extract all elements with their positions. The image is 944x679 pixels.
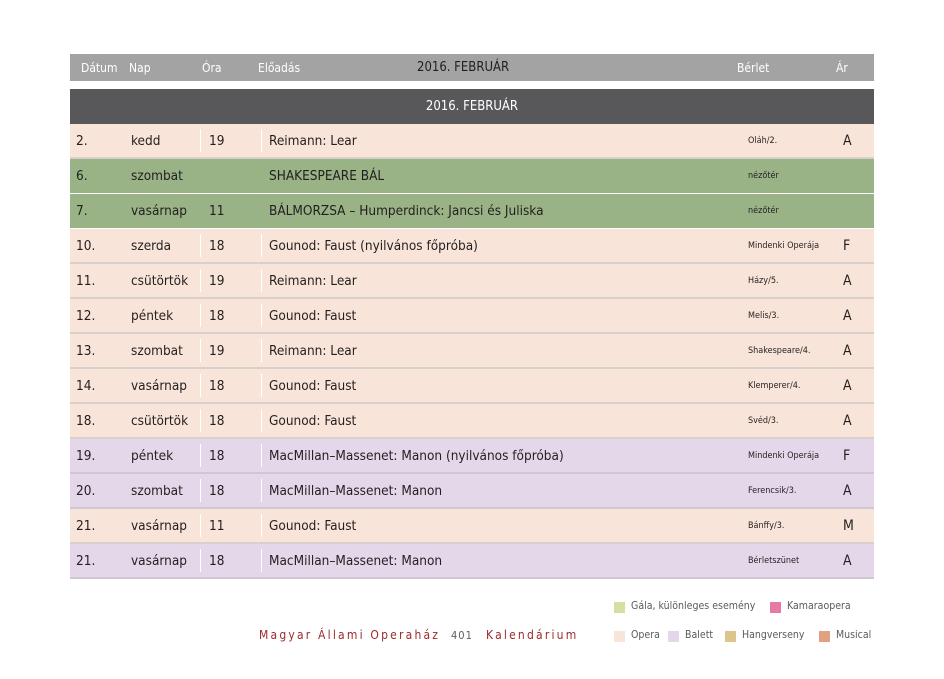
row-hour: 18: [209, 553, 225, 569]
header-month: 2016. FEBRUÁR: [417, 60, 510, 75]
column-header-date: Dátum: [81, 61, 118, 75]
legend-swatch-hangverseny: [725, 631, 736, 642]
legend-swatch-kamaraopera: [770, 602, 781, 613]
row-title: Gounod: Faust: [269, 308, 357, 324]
row-date: 14.: [76, 378, 96, 394]
table-row: [70, 299, 874, 334]
row-day: vasárnap: [131, 518, 188, 534]
table-row: [70, 509, 874, 544]
legend-label-musical: Musical: [836, 629, 872, 641]
row-season: Mindenki Operája: [748, 451, 820, 461]
column-divider: [200, 129, 201, 152]
row-title: Gounod: Faust (nyilvános főpróba): [269, 238, 478, 254]
row-title: SHAKESPEARE BÁL: [269, 168, 385, 184]
row-title: Reimann: Lear: [269, 273, 357, 289]
column-divider: [261, 549, 262, 572]
row-title: MacMillan–Massenet: Manon: [269, 483, 443, 499]
row-day: csütörtök: [131, 413, 189, 429]
legend-label-kamaraopera: Kamaraopera: [787, 600, 851, 612]
row-day: péntek: [131, 308, 174, 324]
row-season: Klemperer/4.: [748, 381, 801, 391]
row-price: F: [843, 238, 851, 254]
row-date: 20.: [76, 483, 96, 499]
row-price: A: [843, 483, 852, 499]
row-hour: 18: [209, 308, 225, 324]
row-hour: 18: [209, 238, 225, 254]
column-divider: [200, 269, 201, 292]
row-day: vasárnap: [131, 553, 188, 569]
row-season: Melis/3.: [748, 311, 780, 321]
legend-label-hangverseny: Hangverseny: [742, 629, 805, 641]
row-date: 2.: [76, 133, 88, 149]
row-title: MacMillan–Massenet: Manon: [269, 553, 443, 569]
table-row: [70, 439, 874, 474]
table-row: [70, 544, 874, 579]
legend-swatch-opera: [614, 631, 625, 642]
row-price: A: [843, 273, 852, 289]
row-hour: 18: [209, 448, 225, 464]
row-title: Gounod: Faust: [269, 378, 357, 394]
row-date: 10.: [76, 238, 96, 254]
footer-section: Kalendárium: [486, 628, 579, 642]
row-date: 13.: [76, 343, 96, 359]
column-divider: [200, 374, 201, 397]
row-season: Svéd/3.: [748, 416, 779, 426]
row-date: 7.: [76, 203, 88, 219]
footer-page-number: 401: [451, 629, 473, 642]
row-price: A: [843, 413, 852, 429]
legend-label-balett: Balett: [685, 629, 714, 641]
row-hour: 11: [209, 203, 225, 219]
column-divider: [261, 129, 262, 152]
table-row: [70, 474, 874, 509]
legend-swatch-musical: [819, 631, 830, 642]
row-hour: 19: [209, 273, 225, 289]
row-date: 18.: [76, 413, 96, 429]
row-price: A: [843, 308, 852, 324]
row-title: Reimann: Lear: [269, 343, 357, 359]
column-divider: [200, 514, 201, 537]
column-divider: [261, 304, 262, 327]
schedule-table: [70, 124, 874, 579]
column-divider: [261, 234, 262, 257]
column-header-price: Ár: [836, 61, 848, 75]
legend-label-gala: Gála, különleges esemény: [631, 600, 756, 612]
row-price: A: [843, 343, 852, 359]
row-title: MacMillan–Massenet: Manon (nyilvános főpróba): [269, 448, 564, 464]
table-row: [70, 334, 874, 369]
row-season: Shakespeare/4.: [748, 346, 811, 356]
column-divider: [200, 409, 201, 432]
row-date: 19.: [76, 448, 96, 464]
row-hour: 18: [209, 483, 225, 499]
column-divider: [261, 514, 262, 537]
row-day: szerda: [131, 238, 172, 254]
column-header-season: Bérlet: [737, 61, 770, 75]
row-day: péntek: [131, 448, 174, 464]
column-divider: [261, 269, 262, 292]
row-season: Ferencsik/3.: [748, 486, 797, 496]
row-season: Oláh/2.: [748, 136, 778, 146]
row-date: 21.: [76, 518, 96, 534]
row-hour: 19: [209, 133, 225, 149]
row-season: Bérletszünet: [748, 556, 800, 566]
table-row: [70, 264, 874, 299]
legend-swatch-gala: [614, 602, 625, 613]
row-season: nézőtér: [748, 171, 779, 181]
row-price: A: [843, 378, 852, 394]
row-hour: 11: [209, 518, 225, 534]
column-divider: [261, 479, 262, 502]
table-row: [70, 194, 874, 229]
row-hour: 18: [209, 413, 225, 429]
column-header-day: Nap: [129, 61, 151, 75]
month-bar: 2016. FEBRUÁR: [70, 89, 874, 124]
row-season: nézőtér: [748, 206, 779, 216]
table-row: [70, 124, 874, 159]
column-divider: [200, 304, 201, 327]
row-title: Gounod: Faust: [269, 518, 357, 534]
legend-swatch-balett: [668, 631, 679, 642]
row-day: vasárnap: [131, 378, 188, 394]
row-day: csütörtök: [131, 273, 189, 289]
column-divider: [200, 234, 201, 257]
column-header-hour: Óra: [202, 61, 222, 75]
row-day: szombat: [131, 168, 183, 184]
row-title: Reimann: Lear: [269, 133, 357, 149]
row-title: Gounod: Faust: [269, 413, 357, 429]
row-day: szombat: [131, 343, 183, 359]
row-price: A: [843, 133, 852, 149]
column-divider: [200, 339, 201, 362]
row-price: F: [843, 448, 851, 464]
column-divider: [200, 549, 201, 572]
row-date: 21.: [76, 553, 96, 569]
table-row: [70, 369, 874, 404]
column-header-title: Előadás: [258, 61, 301, 75]
row-hour: 19: [209, 343, 225, 359]
column-divider: [200, 444, 201, 467]
row-date: 11.: [76, 273, 96, 289]
row-season: Bánffy/3.: [748, 521, 785, 531]
row-date: 12.: [76, 308, 96, 324]
column-divider: [261, 339, 262, 362]
footer-publisher: Magyar Állami Operaház: [259, 628, 441, 642]
legend-label-opera: Opera: [631, 629, 660, 641]
table-header: [70, 54, 874, 81]
row-season: Mindenki Operája: [748, 241, 820, 251]
row-date: 6.: [76, 168, 88, 184]
row-season: Házy/5.: [748, 276, 779, 286]
row-price: A: [843, 553, 852, 569]
row-day: kedd: [131, 133, 161, 149]
column-divider: [200, 479, 201, 502]
table-row: [70, 404, 874, 439]
column-divider: [261, 374, 262, 397]
row-day: vasárnap: [131, 203, 188, 219]
column-divider: [261, 444, 262, 467]
row-hour: 18: [209, 378, 225, 394]
row-title: BÁLMORZSA – Humperdinck: Jancsi és Juliska: [269, 203, 544, 219]
table-row: [70, 229, 874, 264]
table-row: [70, 159, 874, 194]
row-price: M: [843, 518, 854, 534]
row-day: szombat: [131, 483, 183, 499]
column-divider: [261, 409, 262, 432]
